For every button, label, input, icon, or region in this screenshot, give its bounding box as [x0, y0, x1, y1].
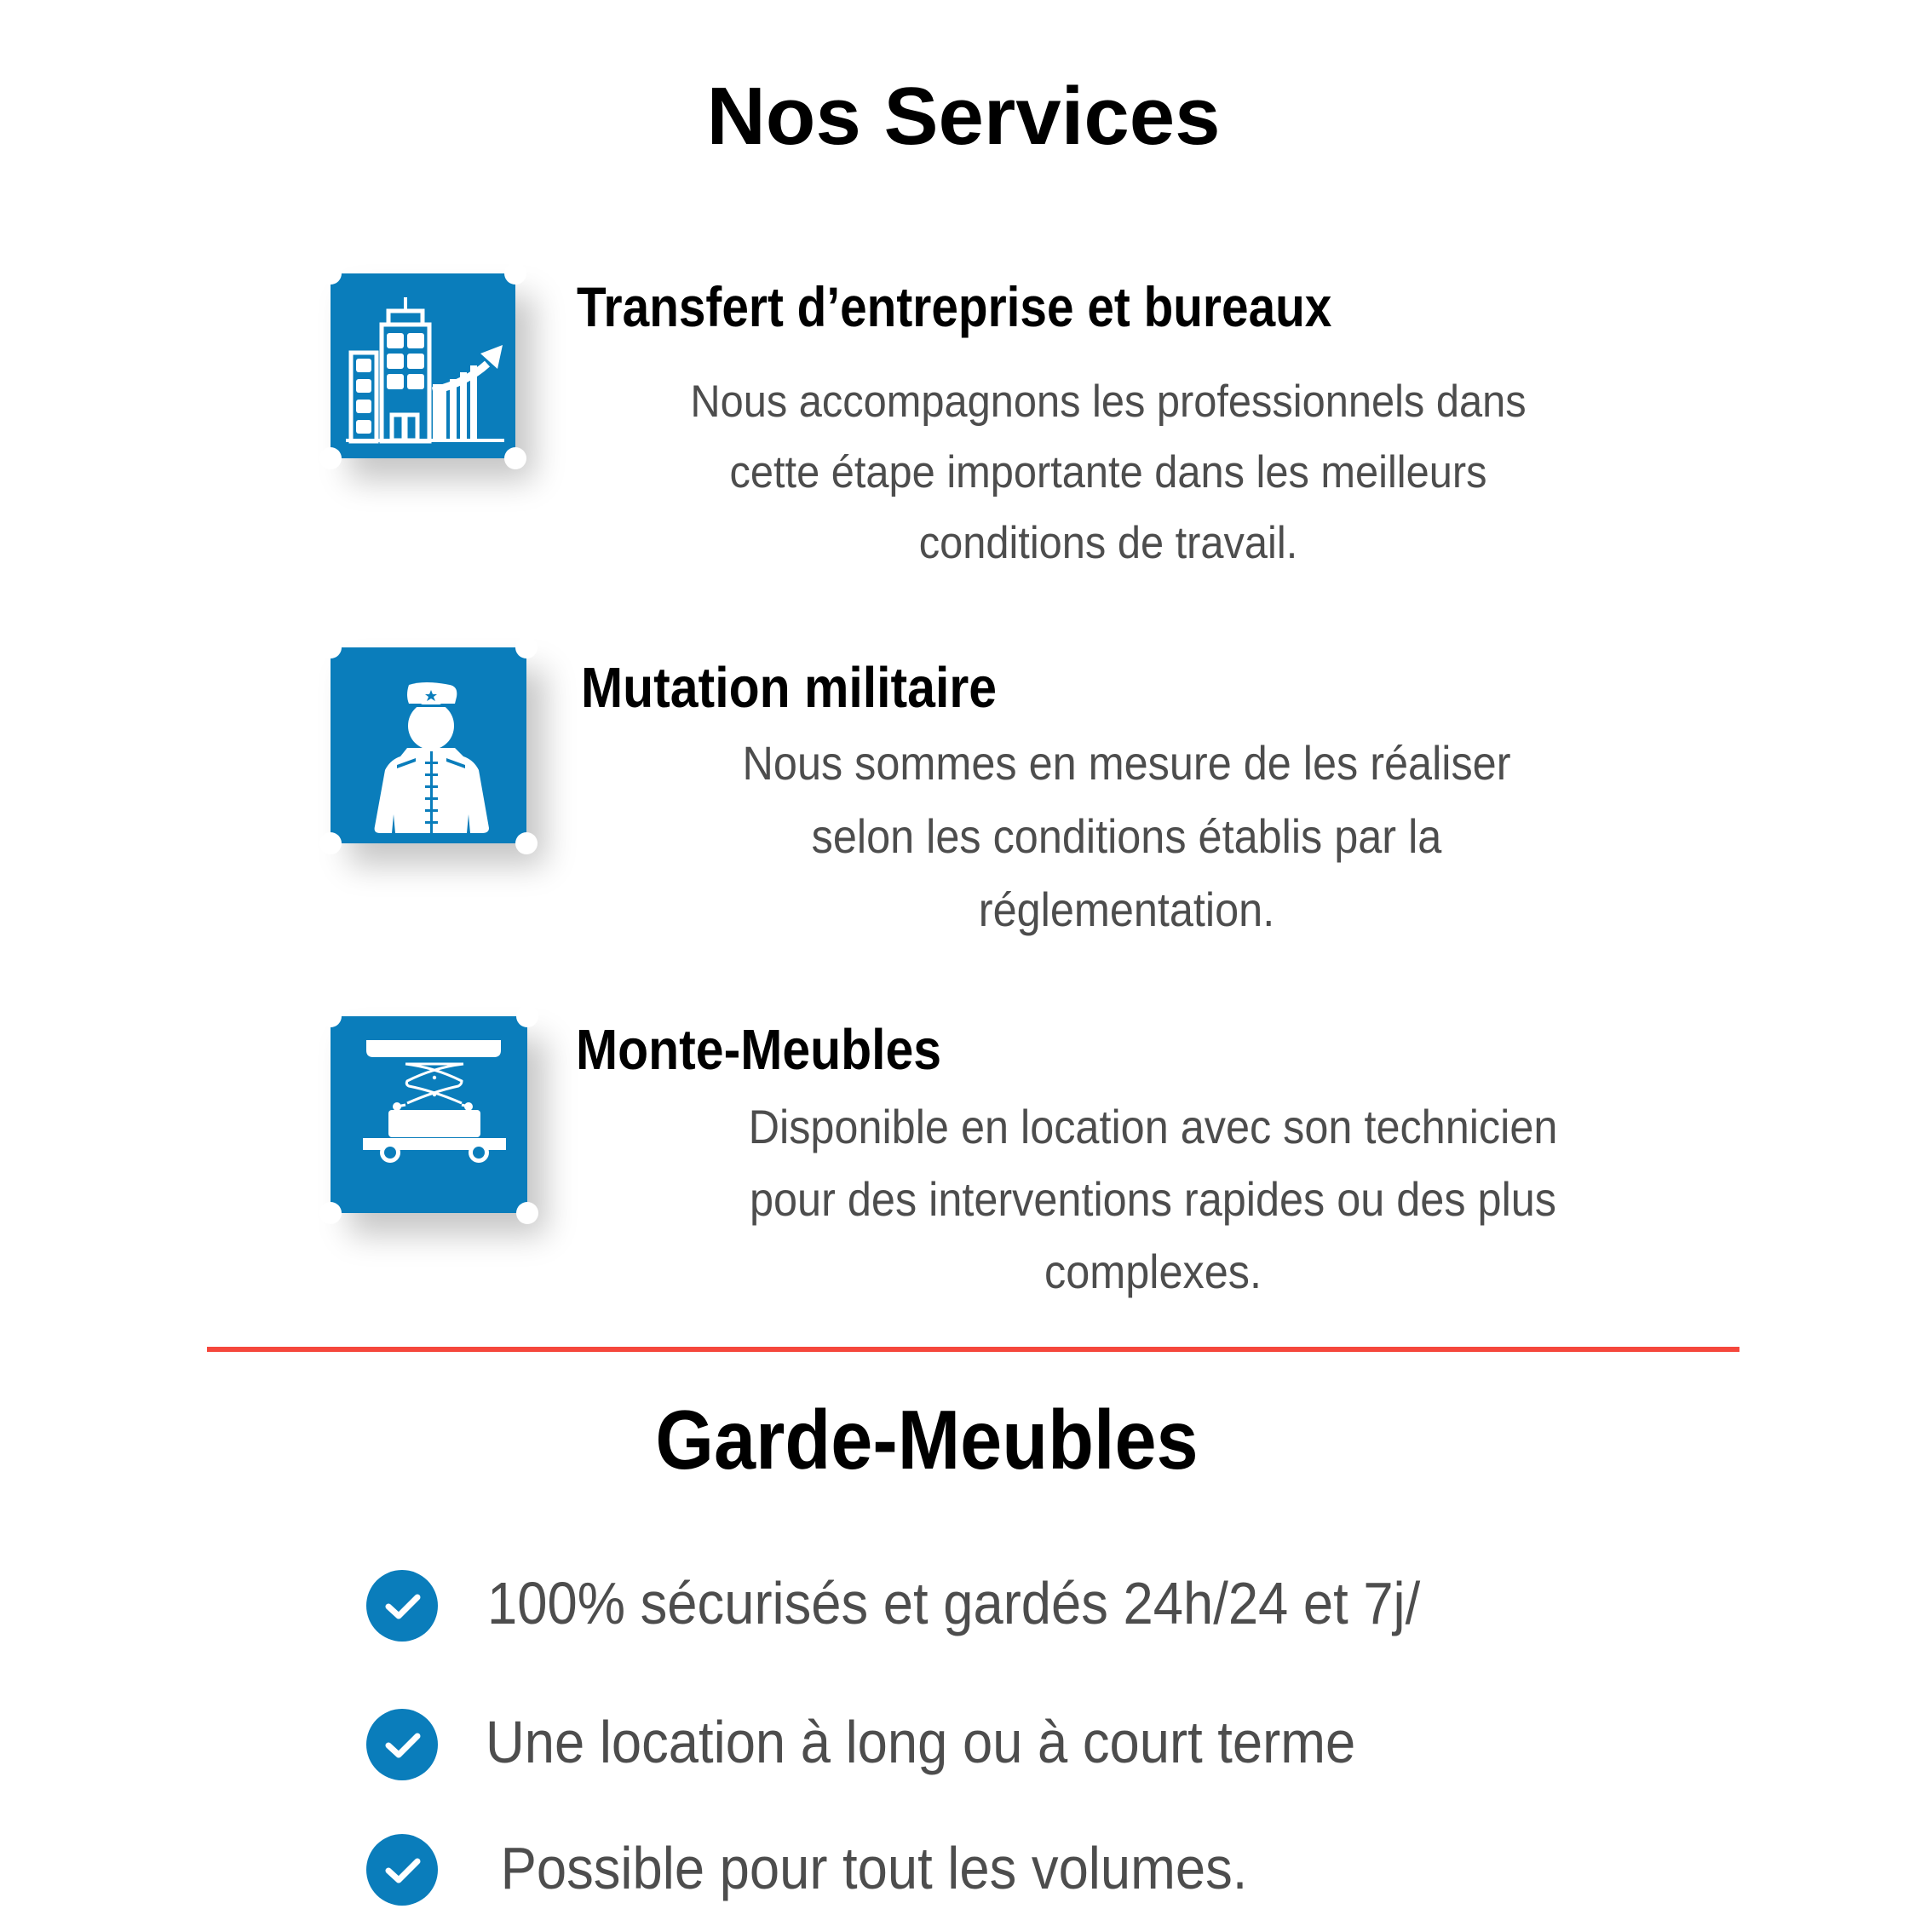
- storage-feature-3: Possible pour tout les volumes.: [486, 1835, 1248, 1901]
- page-title: Nos Services: [706, 71, 1221, 162]
- service-description-line: Disponible en location avec son technicien: [748, 1100, 1558, 1153]
- service-description-line: Nous accompagnons les professionnels dans: [690, 377, 1527, 427]
- section-divider: [207, 1347, 1739, 1352]
- service-icon-box-1: [331, 273, 515, 458]
- storage-title: Garde-Meubles: [655, 1393, 1199, 1486]
- check-circle-icon: [366, 1570, 438, 1642]
- service-description-line: réglementation.: [978, 883, 1275, 936]
- service-description-line: Nous sommes en mesure de les réaliser: [742, 736, 1511, 790]
- check-circle-icon: [366, 1834, 438, 1906]
- military-officer-icon: [331, 647, 526, 843]
- storage-feature-2: Une location à long ou à court terme: [486, 1709, 1356, 1775]
- service-description-1: [632, 366, 1584, 578]
- furniture-lift-icon: [331, 1016, 527, 1213]
- service-description-line: conditions de travail.: [918, 518, 1298, 568]
- service-description-2: [690, 727, 1563, 946]
- service-description-line: pour des interventions rapides ou des plus: [750, 1172, 1556, 1226]
- storage-feature-1: 100% sécurisés et gardés 24h/24 et 7j/: [487, 1570, 1421, 1636]
- service-description-3: [692, 1090, 1614, 1308]
- check-circle-icon: [366, 1709, 438, 1780]
- service-title-2: Mutation militaire: [581, 656, 998, 720]
- service-title-1: Transfert d’entreprise et bureaux: [577, 275, 1332, 338]
- service-title-3: Monte-Meubles: [576, 1018, 942, 1082]
- service-description-line: complexes.: [1044, 1245, 1262, 1298]
- service-description-line: selon les conditions établis par la: [811, 809, 1442, 863]
- service-icon-box-2: [331, 647, 526, 843]
- service-icon-box-3: [331, 1016, 527, 1213]
- office-building-growth-icon: [331, 273, 515, 458]
- service-description-line: cette étape importante dans les meilleurs: [729, 447, 1487, 497]
